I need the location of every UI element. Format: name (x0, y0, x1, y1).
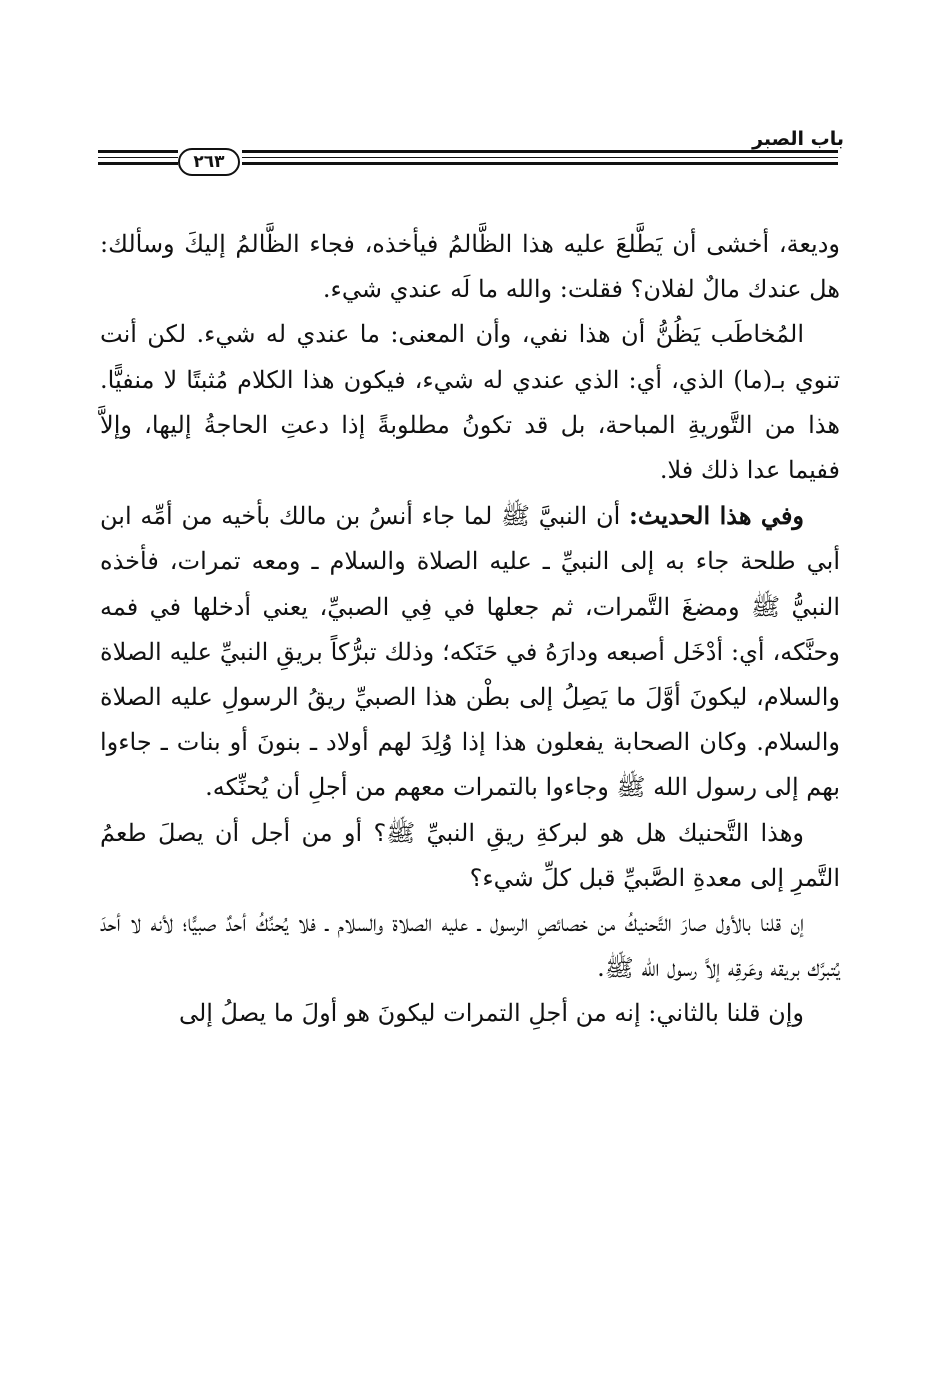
paragraph-2 (100, 312, 840, 493)
paragraph-5-text: إن قلنا بالأول صارَ التَّحنيكُ من خصائصِ الرسول ـ عليه الصلاة والسلام ـ فلا يُحنِّكُ أحدٌ صبيًّا؛ لأنه لا أحدَ يُتبرَّك بريقه وعَرقِه إلاَّ رسول الله ﷺ. (100, 909, 840, 983)
page-number: ٢٦٣ (178, 148, 240, 176)
header-rule-right-thick (242, 150, 838, 153)
paragraph-3 (100, 493, 840, 810)
body-text (100, 222, 840, 1037)
paragraph-4-text: وهذا التَّحنيك هل هو لبركةِ ريقِ النبيِّ ﷺ؟ أو من أجل أن يصلَ طعمُ التَّمرِ إلى معدةِ الصَّبيِّ قبل كلِّ شيء؟ (100, 818, 840, 892)
paragraph-1 (100, 222, 840, 312)
paragraph-5 (100, 901, 840, 991)
paragraph-4 (100, 811, 840, 901)
paragraph-2-text: المُخاطَب يَظُنُّ أن هذا نفي، وأن المعنى: ما عندي له شيء. لكن أنت تنوي بـ(ما) الذي، أي: الذي عندي له شيء، فيكون هذا الكلام مُثبتًا لا منفيًّا. هذا من التَّوريةِ المباحة، بل قد تكونُ مطلوبةً إذا دعتِ الحاجةُ إليها، وإلاَّ ففيما عدا ذلك فلا. (100, 320, 841, 485)
paragraph-3-lead: وفي هذا الحديث: (628, 501, 805, 531)
header-rule-left-thick-2 (98, 162, 178, 165)
paragraph-6 (100, 991, 840, 1036)
chapter-title: باب الصبر (752, 128, 844, 150)
header-rule-right-thin (242, 157, 838, 158)
header-rule-left-thick (98, 150, 178, 153)
paragraph-3-text: أن النبيَّ ﷺ لما جاء أنسُ بن مالك بأخيه من أمِّه ابن أبي طلحة جاء به إلى النبيِّ ـ عليه الصلاة والسلام ـ ومعه تمرات، فأخذه النبيُّ ﷺ ومضغَ التَّمرات، ثم جعلها في فِي الصبيِّ، يعني أدخلها في فمه وحنَّكه، أي: أدْخَل أصبعه ودارَهُ في حَنَكه؛ وذلك تبرُّكاً بريقِ النبيِّ عليه الصلاة والسلام، ليكونَ أوَّلَ ما يَصِلُ إلى بطْن هذا الصبيِّ ريقُ الرسولِ عليه الصلاة والسلام. وكان الصحابة يفعلون هذا إذا وُلِدَ لهم أولاد ـ بنونَ أو بنات ـ جاءوا بهم إلى رسول الله ﷺ وجاءوا بالتمرات معهم من أجلِ أن يُحنِّكه. (100, 502, 840, 802)
header-rule-left-thin (98, 157, 178, 158)
paragraph-6-text: وإن قلنا بالثاني: إنه من أجلِ التمرات ليكونَ هو أولَ ما يصلُ إلى (178, 999, 804, 1028)
header-rule-right-thick-2 (242, 162, 838, 165)
paragraph-1-text: وديعة، أخشى أن يَطَّلعَ عليه هذا الظَّالمُ فيأخذه، فجاء الظَّالمُ إليكَ وسألك: هل عندك مالٌ لفلان؟ فقلت: والله ما لَه عندي شيء. (100, 230, 840, 304)
